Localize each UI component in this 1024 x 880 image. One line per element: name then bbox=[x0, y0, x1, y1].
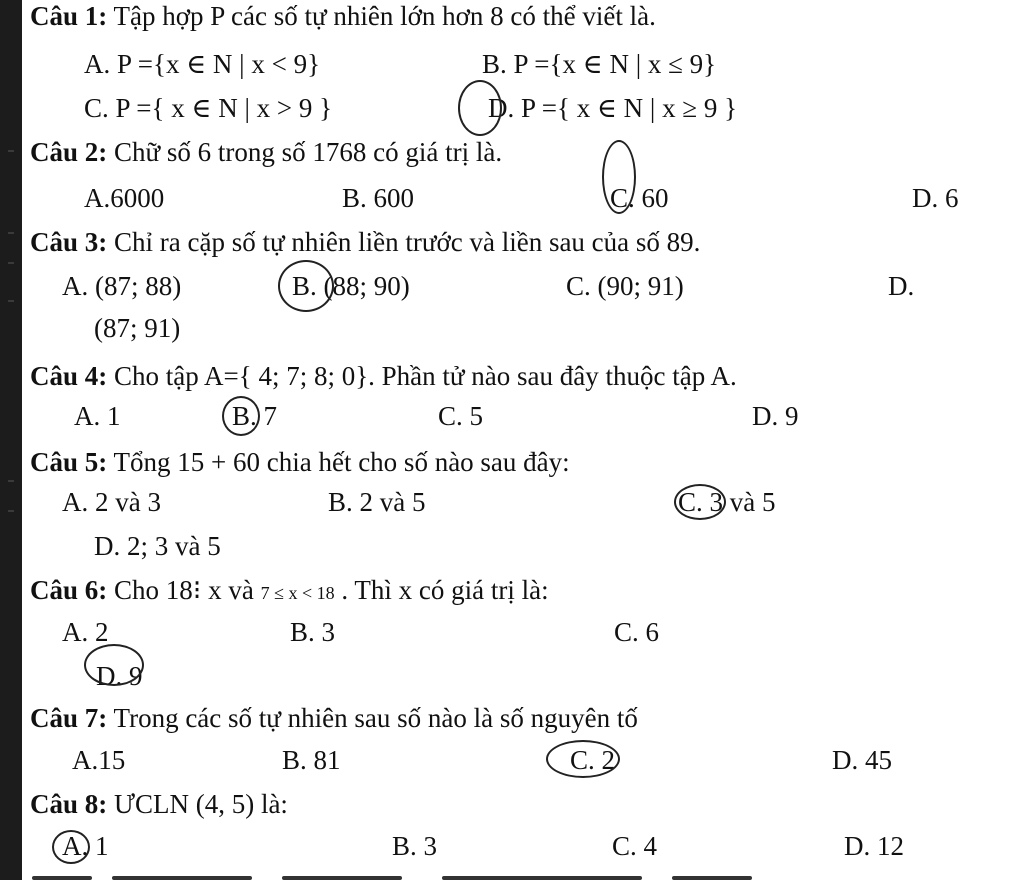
question-label: Câu 8: bbox=[30, 789, 108, 819]
question-3 bbox=[30, 226, 700, 258]
q8-option-d[interactable]: D. 12 bbox=[844, 831, 904, 861]
question-text: Tập hợp P các số tự nhiên lớn hơn 8 có thể viết là. bbox=[107, 1, 656, 31]
next-line-cutoff bbox=[22, 872, 1024, 880]
cutoff-text-fragment bbox=[282, 876, 402, 880]
question-label: Câu 5: bbox=[30, 447, 108, 477]
q2-option-b[interactable]: B. 600 bbox=[342, 183, 415, 213]
q7-option-d[interactable]: D. 45 bbox=[832, 745, 892, 775]
q3-option-d-value: (87; 91) bbox=[94, 313, 181, 343]
question-label: Câu 2: bbox=[30, 137, 108, 167]
q4-option-a[interactable]: A. 1 bbox=[74, 401, 121, 431]
cutoff-text-fragment bbox=[442, 876, 642, 880]
q5-option-a[interactable]: A. 2 và 3 bbox=[62, 487, 161, 517]
question-text: ƯCLN (4, 5) là: bbox=[107, 789, 288, 819]
q2-option-a[interactable]: A.6000 bbox=[84, 183, 165, 213]
answer-circle bbox=[674, 484, 726, 520]
question-5 bbox=[30, 446, 570, 478]
q8-option-b[interactable]: B. 3 bbox=[392, 831, 438, 861]
q2-option-c[interactable]: C. 60 bbox=[610, 183, 669, 213]
question-4 bbox=[30, 360, 737, 392]
question-label: Câu 1: bbox=[30, 1, 108, 31]
question-7 bbox=[30, 702, 638, 734]
q8-option-c[interactable]: C. 4 bbox=[612, 831, 658, 861]
q3-option-d[interactable]: D. bbox=[888, 271, 915, 301]
sidebar-mark bbox=[8, 232, 14, 234]
q3-option-a[interactable]: A. (87; 88) bbox=[62, 271, 182, 301]
question-label: Câu 6: bbox=[30, 575, 108, 605]
left-sidebar-strip bbox=[0, 0, 22, 880]
sidebar-mark bbox=[8, 150, 14, 152]
q2-option-d[interactable]: D. 6 bbox=[912, 183, 959, 213]
q7-option-a[interactable]: A.15 bbox=[72, 745, 126, 775]
q4-option-c[interactable]: C. 5 bbox=[438, 401, 484, 431]
cutoff-text-fragment bbox=[32, 876, 92, 880]
question-text: Chỉ ra cặp số tự nhiên liền trước và liền sau của số 89. bbox=[107, 227, 701, 257]
q3-option-c[interactable]: C. (90; 91) bbox=[566, 271, 684, 301]
sidebar-mark bbox=[8, 480, 14, 482]
q5-option-d[interactable]: D. 2; 3 và 5 bbox=[94, 531, 221, 561]
q8-option-a[interactable]: A. 1 bbox=[62, 831, 109, 861]
q1-option-d[interactable]: D. P ={ x ∈ N | x ≥ 9 } bbox=[488, 93, 738, 123]
q7-option-c[interactable]: C. 2 bbox=[570, 745, 616, 775]
cutoff-text-fragment bbox=[112, 876, 252, 880]
q6-option-b[interactable]: B. 3 bbox=[290, 617, 336, 647]
q6-option-a[interactable]: A. 2 bbox=[62, 617, 109, 647]
q1-option-c[interactable]: C. P ={ x ∈ N | x > 9 } bbox=[84, 93, 333, 123]
question-8 bbox=[30, 788, 288, 820]
q5-option-c[interactable]: C. 3 và 5 bbox=[678, 487, 776, 517]
question-text: Tổng 15 + 60 chia hết cho số nào sau đây: bbox=[107, 447, 570, 477]
q1-option-b[interactable]: B. P ={x ∈ N | x ≤ 9} bbox=[482, 49, 717, 79]
question-text: Trong các số tự nhiên sau số nào là số nguyên tố bbox=[107, 703, 638, 733]
answer-circle bbox=[546, 740, 620, 778]
q3-option-b[interactable]: B. (88; 90) bbox=[292, 271, 410, 301]
worksheet-page bbox=[22, 0, 1024, 880]
sidebar-mark bbox=[8, 262, 14, 264]
q6-option-c[interactable]: C. 6 bbox=[614, 617, 660, 647]
answer-circle bbox=[84, 644, 144, 686]
inequality: 7 ≤ x < 18 bbox=[260, 583, 335, 603]
answer-circle bbox=[52, 830, 90, 864]
answer-circle bbox=[222, 396, 260, 436]
answer-circle bbox=[602, 140, 636, 214]
cutoff-text-fragment bbox=[672, 876, 752, 880]
question-text-end: . Thì x có giá trị là: bbox=[334, 575, 549, 605]
q1-option-a[interactable]: A. P ={x ∈ N | x < 9} bbox=[84, 49, 321, 79]
q6-option-d[interactable]: D. 9 bbox=[96, 661, 143, 691]
question-label: Câu 7: bbox=[30, 703, 108, 733]
question-text: Cho tập A={ 4; 7; 8; 0}. Phần tử nào sau đây thuộc tập A. bbox=[107, 361, 737, 391]
q4-option-d[interactable]: D. 9 bbox=[752, 401, 799, 431]
question-2 bbox=[30, 136, 502, 168]
q5-option-b[interactable]: B. 2 và 5 bbox=[328, 487, 426, 517]
question-6 bbox=[30, 574, 549, 609]
question-label: Câu 4: bbox=[30, 361, 108, 391]
answer-circle bbox=[458, 80, 502, 136]
answer-circle bbox=[278, 260, 334, 312]
question-text: Cho 18⁝ x và bbox=[107, 575, 261, 605]
sidebar-mark bbox=[8, 510, 14, 512]
sidebar-mark bbox=[8, 300, 14, 302]
question-1 bbox=[30, 0, 656, 32]
q7-option-b[interactable]: B. 81 bbox=[282, 745, 341, 775]
question-text: Chữ số 6 trong số 1768 có giá trị là. bbox=[107, 137, 503, 167]
question-label: Câu 3: bbox=[30, 227, 108, 257]
q4-option-b[interactable]: B. 7 bbox=[232, 401, 278, 431]
